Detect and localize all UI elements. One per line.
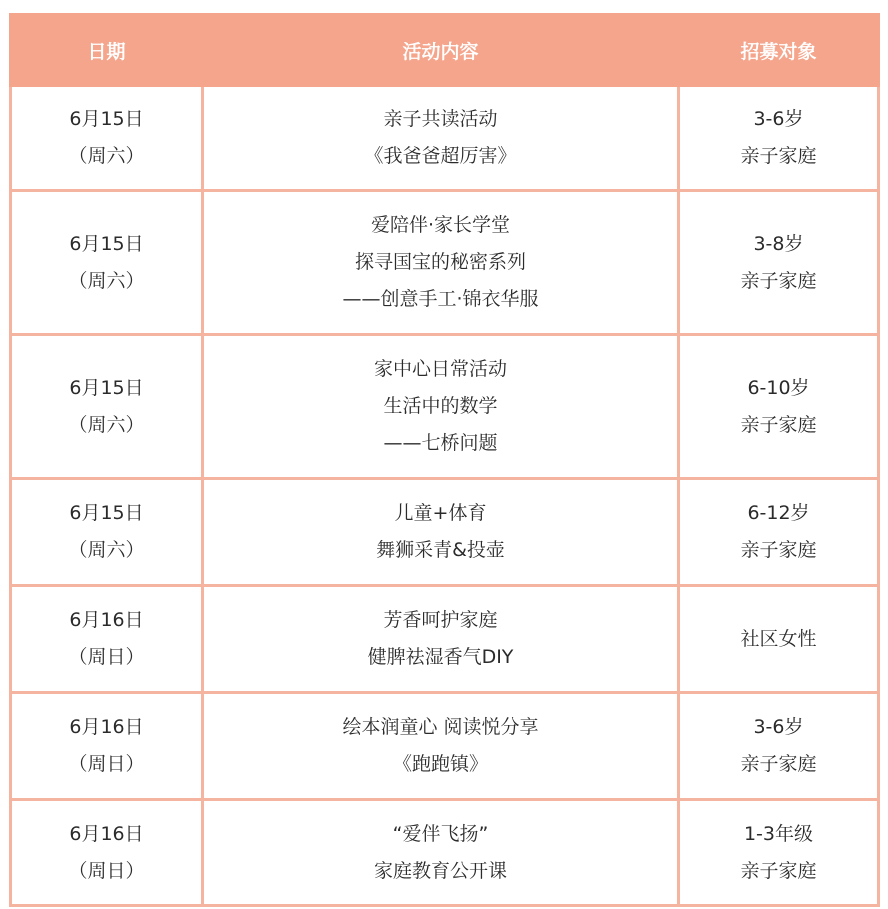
table-row	[11, 191, 879, 335]
table-row	[11, 693, 879, 800]
weekday-text: （周日）	[68, 646, 145, 668]
table-row	[11, 86, 879, 191]
target-line: 亲子家庭	[740, 269, 817, 292]
target-line: 亲子家庭	[740, 753, 817, 775]
content-line: “爱伴飞扬”	[392, 822, 489, 845]
target-line: 3-6岁	[753, 716, 804, 738]
target-cell	[679, 86, 879, 191]
date-text: 6月16日	[69, 716, 144, 738]
target-cell	[679, 693, 879, 800]
content-cell	[203, 86, 679, 191]
content-line: ——七桥问题	[383, 432, 498, 454]
target-cell	[679, 335, 879, 479]
content-cell	[203, 191, 679, 335]
content-line: 绘本润童心 阅读悦分享	[342, 716, 539, 738]
target-cell	[679, 800, 879, 906]
target-line: 亲子家庭	[740, 145, 817, 167]
date-text: 6月16日	[69, 609, 144, 631]
weekday-text: （周六）	[68, 413, 145, 436]
weekday-text: （周日）	[68, 859, 145, 882]
weekday-text: （周日）	[68, 753, 145, 775]
header-row	[11, 15, 879, 86]
weekday-text: （周六）	[68, 539, 145, 561]
date-text: 6月15日	[69, 108, 144, 130]
content-cell	[203, 586, 679, 693]
content-line: 《跑跑镇》	[392, 753, 488, 775]
header-content: 活动内容	[203, 15, 679, 86]
content-line: 亲子共读活动	[383, 108, 498, 130]
target-line: 亲子家庭	[740, 413, 817, 436]
content-line: 家庭教育公开课	[373, 859, 507, 882]
table-row	[11, 335, 879, 479]
date-cell	[11, 479, 203, 586]
target-cell	[679, 191, 879, 335]
table-row	[11, 586, 879, 693]
date-text: 6月15日	[69, 502, 144, 524]
table-row	[11, 800, 879, 906]
date-cell	[11, 191, 203, 335]
date-cell	[11, 693, 203, 800]
header-target: 招募对象	[679, 15, 879, 86]
date-text: 6月15日	[69, 376, 144, 399]
target-line: 3-6岁	[753, 108, 804, 130]
target-line: 6-12岁	[747, 502, 810, 524]
content-line: 家中心日常活动	[373, 358, 507, 380]
weekday-text: （周六）	[68, 269, 145, 292]
content-line: 芳香呵护家庭	[383, 609, 498, 631]
content-line: 爱陪伴·家长学堂	[370, 214, 511, 236]
schedule-table-container	[9, 13, 877, 907]
target-cell	[679, 479, 879, 586]
target-line: 亲子家庭	[740, 539, 817, 561]
content-line: 《我爸爸超厉害》	[364, 145, 517, 167]
date-cell	[11, 800, 203, 906]
content-line: 生活中的数学	[383, 395, 498, 417]
content-cell	[203, 479, 679, 586]
content-line: ——创意手工·锦衣华服	[342, 288, 539, 310]
target-line: 3-8岁	[753, 232, 804, 255]
date-cell	[11, 586, 203, 693]
target-line: 亲子家庭	[740, 859, 817, 882]
content-cell	[203, 335, 679, 479]
target-cell	[679, 586, 879, 693]
table-row	[11, 479, 879, 586]
target-line: 社区女性	[740, 627, 817, 650]
content-line: 健脾祛湿香气DIY	[367, 646, 514, 668]
target-line: 6-10岁	[747, 376, 810, 399]
date-text: 6月16日	[69, 822, 144, 845]
content-cell	[203, 800, 679, 906]
date-text: 6月15日	[69, 232, 144, 255]
content-line: 探寻国宝的秘密系列	[354, 251, 526, 273]
content-cell	[203, 693, 679, 800]
activity-schedule-table	[9, 13, 880, 907]
target-line: 1-3年级	[743, 822, 814, 845]
date-cell	[11, 86, 203, 191]
header-date: 日期	[11, 15, 203, 86]
date-cell	[11, 335, 203, 479]
content-line: 舞狮采青&投壶	[376, 539, 505, 561]
content-line: 儿童+体育	[394, 502, 487, 524]
weekday-text: （周六）	[68, 145, 145, 167]
